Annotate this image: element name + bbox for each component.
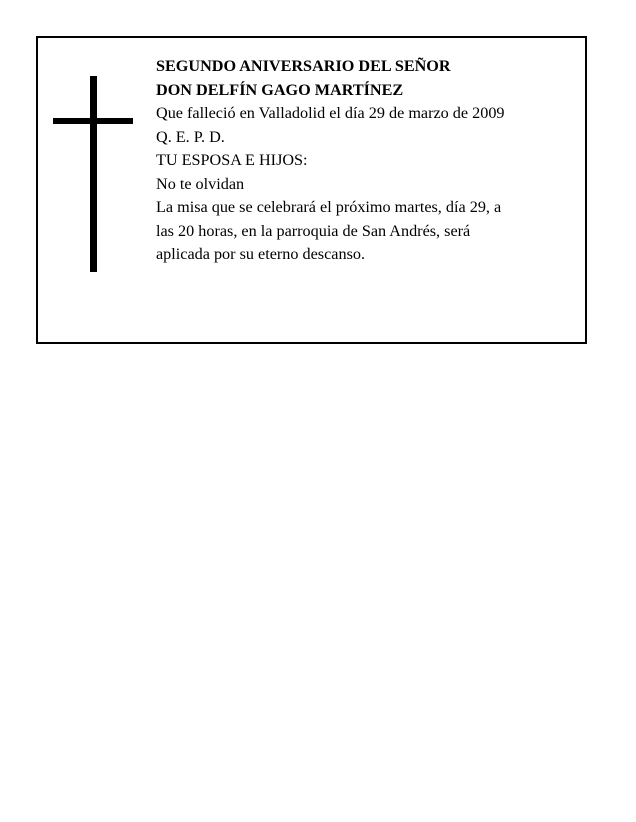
message-text: No te olvidan <box>156 174 245 193</box>
rip-text: Q. E. P. D. <box>156 127 225 146</box>
mass-line-1: La misa que se celebrará el próximo martes, día 29, a <box>156 198 502 216</box>
title-line-1: SEGUNDO ANIVERSARIO DEL SEÑOR <box>156 57 451 75</box>
title-line-2: DON DELFÍN GAGO MARTÍNEZ <box>156 80 404 99</box>
notice-text <box>156 55 576 267</box>
family-text: TU ESPOSA E HIJOS: <box>156 151 308 169</box>
death-info: Que falleció en Valladolid el día 29 de marzo de 2009 <box>156 104 505 122</box>
cross-horizontal-bar <box>53 118 133 124</box>
obituary-notice <box>36 36 587 344</box>
mass-line-2: las 20 horas, en la parroquia de San Andrés, será <box>156 221 471 240</box>
mass-line-3: aplicada por su eterno descanso. <box>156 245 366 263</box>
cross-vertical-bar <box>90 76 97 272</box>
